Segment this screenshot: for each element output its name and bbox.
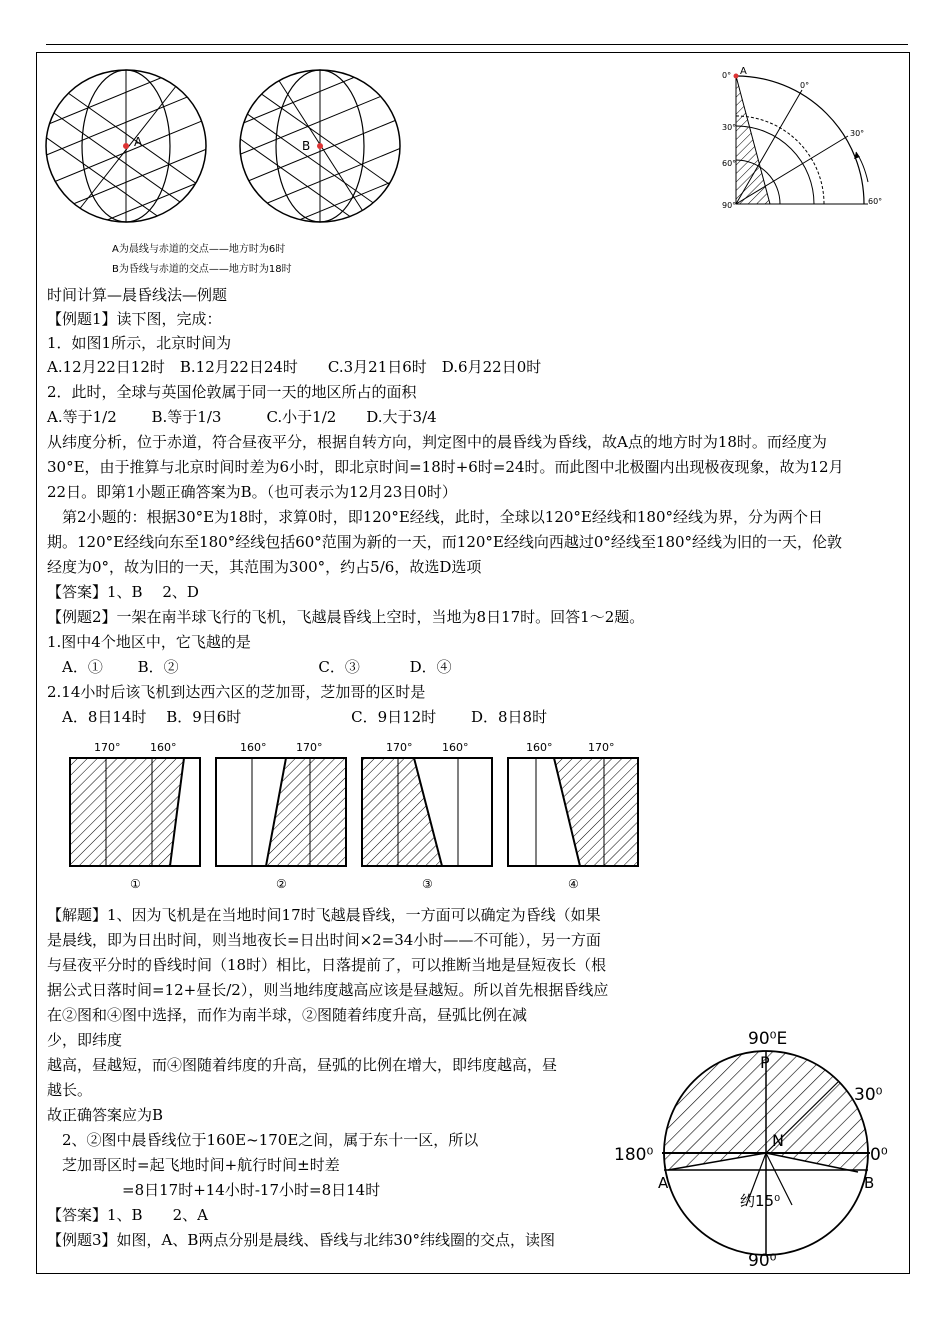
globe-a-label: A: [134, 135, 143, 149]
text-line: 2.14小时后该飞机到达西六区的芝加哥，芝加哥的区时是: [47, 683, 426, 701]
svg-text:90⁰E: 90⁰E: [748, 1029, 788, 1049]
text-line: 据公式日落时间=12+昼长/2），则当地纬度越高应该是昼越短。所以首先根据昏线应: [47, 981, 609, 999]
text-line: 【例题2】一架在南半球飞行的飞机，飞越晨昏线上空时，当地为8日17时。回答1～2题。: [47, 608, 645, 626]
circle-diagram: [606, 1020, 906, 1270]
svg-text:③: ③: [422, 877, 433, 891]
globe-b-label: B: [302, 139, 311, 153]
text-line: 【例题3】如图，A、B两点分别是晨线、昏线与北纬30°纬线圈的交点，读图: [47, 1231, 555, 1249]
text-line: =8日17时+14小时-17小时=8日14时: [47, 1181, 381, 1199]
text-line: 【答案】1、B 2、A: [47, 1206, 208, 1224]
svg-text:A: A: [658, 1174, 669, 1192]
svg-text:160°: 160°: [150, 741, 177, 754]
svg-text:170°: 170°: [588, 741, 615, 754]
svg-text:P: P: [760, 1053, 770, 1072]
text-line: 期。120°E经线向东至180°经线包括60°范围为新的一天，而120°E经线向西越过0°经线至180°经线为旧的一天，伦敦: [47, 533, 843, 551]
svg-text:90°: 90°: [722, 201, 737, 210]
text-line: 与昼夜平分时的昏线时间（18时）相比，日落提前了，可以推断当地是昼短夜长（根: [47, 956, 607, 974]
text-line: 2．此时，全球与英国伦敦属于同一天的地区所占的面积: [47, 383, 417, 401]
text-line: 故正确答案应为B: [47, 1106, 164, 1124]
svg-text:①: ①: [130, 877, 141, 891]
text-line: 第2小题的：根据30°E为18时，求算0时，即120°E经线，此时，全球以120°E经线和180°经线为界，分为两个日: [47, 508, 824, 526]
text-line: 越高，昼越短，而④图随着纬度的升高，昼弧的比例在增大，即纬度越高，昼: [47, 1056, 558, 1074]
text-line: 从纬度分析，位于赤道，符合昼夜平分，根据自转方向，判定图中的晨昏线为昏线，故A点的地方时为18时。而经度为: [47, 433, 827, 451]
four-rect-diagrams: [60, 736, 650, 896]
svg-text:160°: 160°: [526, 741, 553, 754]
text-line: 经度为0°，故为旧的一天，其范围为300°，约占5/6，故选D选项: [47, 558, 482, 576]
svg-text:0⁰: 0⁰: [870, 1145, 888, 1165]
text-line: A.等于1/2 B.等于1/3 C.小于1/2 D.大于3/4: [47, 408, 437, 426]
polar-quadrant-figure: [718, 64, 888, 214]
text-line: 芝加哥区时=起飞地时间+航行时间±时差: [47, 1156, 340, 1174]
text-line: 越长。: [47, 1081, 93, 1099]
text-line: 是晨线，即为日出时间，则当地夜长=日出时间×2=34小时——不可能），另一方面: [47, 931, 601, 949]
svg-text:约15⁰: 约15⁰: [740, 1192, 781, 1210]
svg-text:30°: 30°: [850, 129, 865, 138]
svg-text:B: B: [864, 1174, 875, 1192]
svg-text:0°: 0°: [722, 71, 732, 80]
text-line: A．① B．② C．③ D．④: [47, 658, 452, 676]
svg-text:A: A: [740, 66, 747, 77]
text-line: 1.图中4个地区中，它飞越的是: [47, 633, 251, 651]
svg-text:30⁰: 30⁰: [854, 1085, 883, 1105]
svg-text:170°: 170°: [94, 741, 121, 754]
svg-text:180⁰: 180⁰: [614, 1145, 654, 1165]
svg-text:160°: 160°: [240, 741, 267, 754]
text-line: 2、②图中晨昏线位于160E~170E之间，属于东十一区，所以: [47, 1131, 479, 1149]
text-line: 【答案】1、B 2、D: [47, 583, 199, 601]
svg-text:170°: 170°: [296, 741, 323, 754]
svg-text:60°: 60°: [722, 159, 737, 168]
text-line: 少，即纬度: [47, 1031, 123, 1049]
svg-text:160°: 160°: [442, 741, 469, 754]
svg-text:N: N: [772, 1131, 784, 1150]
text-line: 1．如图1所示，北京时间为: [47, 334, 232, 352]
text-line: A．8日14时 B．9日6时 C．9日12时 D．8日8时: [47, 708, 548, 726]
heading-line: 时间计算—晨昏线法—例题: [47, 286, 228, 304]
caption-b: B为昏线与赤道的交点——地方时为18时: [112, 264, 292, 275]
svg-text:90⁰: 90⁰: [748, 1251, 777, 1270]
text-line: A.12月22日12时 B.12月22日24时 C.3月21日6时 D.6月22日0时: [47, 358, 542, 376]
caption-a: A为晨线与赤道的交点——地方时为6时: [112, 244, 286, 255]
globe-b-figure: [236, 66, 406, 226]
svg-text:0°: 0°: [800, 81, 810, 90]
svg-text:60°: 60°: [868, 197, 883, 206]
text-line: 30°E，由于推算与北京时间时差为6小时，即北京时间=18时+6时=24时。而此图中北极圈内出现极夜现象，故为12月: [47, 458, 844, 476]
top-rule: [46, 44, 908, 45]
text-line: 22日。即第1小题正确答案为B。（也可表示为12月23日0时）: [47, 483, 457, 501]
svg-text:②: ②: [276, 877, 287, 891]
svg-text:170°: 170°: [386, 741, 413, 754]
svg-text:30°: 30°: [722, 123, 737, 132]
text-line: 【解题】1、因为飞机是在当地时间17时飞越晨昏线，一方面可以确定为昏线（如果: [47, 906, 601, 924]
text-line: 【例题1】读下图，完成：: [47, 310, 222, 328]
text-line: 在②图和④图中选择，而作为南半球，②图随着纬度升高，昼弧比例在减: [47, 1006, 528, 1024]
svg-text:④: ④: [568, 877, 579, 891]
globe-a-figure: [44, 66, 214, 226]
